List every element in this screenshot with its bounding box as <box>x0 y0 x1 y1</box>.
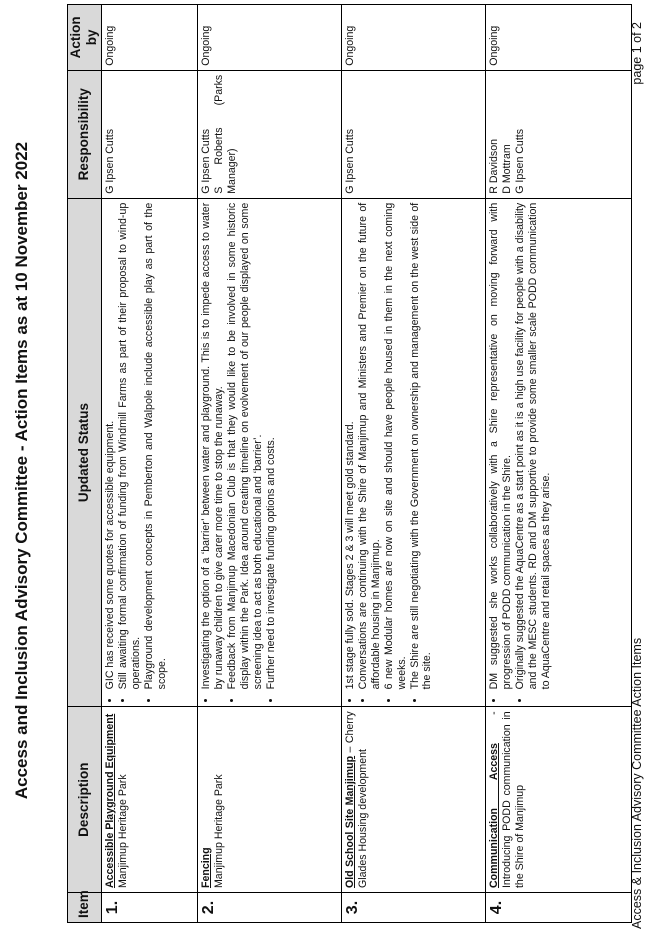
responsibility-cell <box>341 70 485 198</box>
action-items-table <box>67 4 632 923</box>
responsible-person: G Ipsen Cutts <box>199 128 212 194</box>
status-bullet: • Conversations are continuing with the Shire of Manjimup and Ministers and Premier on the future of affordable housing in Manjimup. <box>357 203 383 690</box>
document-title: Access and Inclusion Advisory Committee - Action Items as at 10 November 2022 <box>12 141 31 800</box>
description-location: Manjimup Heritage Park <box>116 774 129 889</box>
description-title: Fencing <box>199 847 212 889</box>
status-cell <box>485 198 631 707</box>
header-description: Description <box>68 707 102 893</box>
table-row <box>197 5 341 923</box>
responsible-person: R Davidson <box>487 139 500 194</box>
footer-left: Access & Inclusion Advisory Committee Action Items <box>630 637 644 929</box>
responsible-person: S Roberts (Parks Manager) <box>212 74 238 194</box>
description-rest: – Cherry Glades Housing development <box>343 711 369 889</box>
item-number: 2. <box>197 893 341 923</box>
status-cell <box>341 198 485 707</box>
status-bullet: • Further need to investigate funding options and costs. <box>265 203 278 690</box>
table-row <box>341 5 485 923</box>
responsible-person: G Ipsen Cutts <box>343 128 356 194</box>
status-list <box>200 203 278 703</box>
responsibility-cell <box>485 70 631 198</box>
table-row <box>101 5 197 923</box>
description-title: Accessible Playground Equipment <box>103 713 116 889</box>
responsible-person: G Ipsen Cutts <box>103 128 116 194</box>
responsibility-cell <box>197 70 341 198</box>
description-rest: - Introducing PODD communication in the Shire of Manjimup <box>487 711 526 889</box>
status-bullet: • DM suggested she works collaboratively with a Shire representative on moving forward with progression of PODD communication in the Shire. <box>488 203 514 690</box>
status-bullet: • Still awaiting formal confirmation of funding from Windmill Farms as part of their proposal to wind-up operations. <box>117 203 143 690</box>
responsible-person: D Mottram <box>500 144 513 194</box>
responsible-person: G Ipsen Cutts <box>513 128 526 194</box>
page-number: page 1 of 2 <box>630 22 644 85</box>
status-bullet: • Originally suggested the AquaCentre as a start point as it is a high use facility for people with a disability and the MESC students. RD and DM supportive to provide some smaller scale PODD communication to AquaCentre and retail spaces as they arise. <box>514 203 553 690</box>
header-action-by: Action by <box>68 5 102 71</box>
status-bullet: • Investigating the option of a ‘barrier’ between water and playground. This is to impede access to water by runaway children to give carer more time to stop the runaway. <box>200 203 226 690</box>
description-cell <box>341 707 485 893</box>
description-cell <box>485 707 631 893</box>
table-header-row <box>68 5 102 923</box>
status-bullet: • Feedback from Manjimup Macedonian Club is that they would like to be involved in some historic display within the Park. Idea around creating timeline on evolvement of our people displayed on some screening idea to act as both educational and ‘barrier’. <box>226 203 265 690</box>
description-cell <box>101 707 197 893</box>
status-cell <box>101 198 197 707</box>
table-row <box>485 5 631 923</box>
status-bullet: • Playground development concepts in Pemberton and Walpole include accessible play as part of the scope. <box>143 203 169 690</box>
status-bullet: • 1st stage fully sold. Stages 2 & 3 will meet gold standard. <box>344 203 357 690</box>
status-bullet: • GIC has received some quotes for accessible equipment. <box>104 203 117 690</box>
description-cell <box>197 707 341 893</box>
action-by-cell: Ongoing <box>197 5 341 71</box>
status-list <box>488 203 553 703</box>
item-number: 4. <box>485 893 631 923</box>
status-list <box>104 203 169 703</box>
action-by-cell: Ongoing <box>341 5 485 71</box>
status-list <box>344 203 434 703</box>
description-title: Communication Access <box>487 743 500 889</box>
action-by-cell: Ongoing <box>485 5 631 71</box>
status-bullet: • 6 new Modular homes are now on site and should have people housed in them in the next coming weeks. <box>383 203 409 690</box>
header-responsibility: Responsibility <box>68 70 102 198</box>
header-item: Item <box>68 893 102 923</box>
header-updated-status: Updated Status <box>68 198 102 707</box>
description-title: Old School Site Manjimup <box>343 755 356 889</box>
status-cell <box>197 198 341 707</box>
status-bullet: • The Shire are still negotiating with the Government on ownership and management on the west side of the site. <box>409 203 435 690</box>
action-by-cell: Ongoing <box>101 5 197 71</box>
responsibility-cell <box>101 70 197 198</box>
item-number: 1. <box>101 893 197 923</box>
description-location: Manjimup Heritage Park <box>212 774 225 889</box>
item-number: 3. <box>341 893 485 923</box>
